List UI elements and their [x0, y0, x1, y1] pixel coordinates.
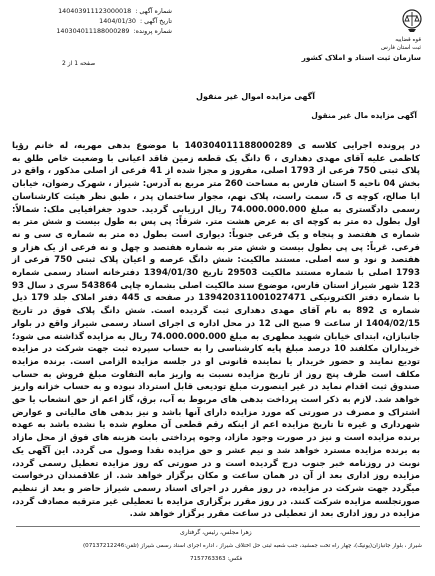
footer-divider [16, 526, 420, 527]
notice-number-row [22, 6, 172, 16]
header [0, 0, 435, 88]
organization-sub-line: ثبت استان فارس [381, 45, 421, 51]
organization-top-line: قوه قضاییه [395, 37, 421, 43]
organization-name: سازمان ثبت اسناد و املاک کشور [301, 53, 421, 62]
notice-date-label: تاریخ آگهی : [139, 17, 172, 25]
case-number-label: شماره پرونده: [133, 27, 172, 35]
notice-date-row [22, 16, 172, 26]
notice-subtitle: آگهی مزایده مال غیر منقول [311, 111, 417, 120]
notice-title: آگهی مزایده اموال غیر منقول [196, 92, 315, 101]
case-number: 140304011188000289 [56, 27, 130, 35]
organization-logo-block [255, 8, 425, 68]
case-number-row [22, 26, 172, 36]
notice-meta [22, 6, 172, 36]
signature: زهرا مجلس، رئیس، گرفتاری [180, 529, 252, 536]
footer [0, 526, 435, 576]
organization-text [251, 36, 421, 63]
judiciary-emblem-icon [401, 8, 423, 34]
office-address: شیراز ، بلوار جانبازان(یونیک)، چهار راه تخت جمشید، جنب شعبه ثبتی حل اختلاف شیراز ، اداره اجرای اسناد رسمی شیراز (تلفن:07137212246) [82, 543, 422, 549]
notice-number-label: شماره آگهی : [135, 7, 172, 15]
page-number: صفحه 1 از 2 [62, 60, 96, 67]
fax-number: فکس: 7157763363 [190, 556, 243, 562]
notice-date: 1404/01/30 [99, 17, 136, 25]
notice-number: 140403911123000018 [58, 7, 132, 15]
notice-body: در پرونده اجرایی کلاسه ی 140304011188000289 با موضوع بدهی مهریه، له خانم رؤیا کاظمی علیه آقای مهدی دهداری ، 6 دانگ یک قطعه زمین فاقد اعیانی با وضعیت خاص طلق به پلاک ثبتی 750 فرعی از 1793 اصلی، مفروز و مجزا شده از 41 فرعی از اصلی مذکور ، واقع در بخش 04 ناحیه 5 استان فارس به مساحت 260 متر مربع به آدرس: شیراز ، شهرک رضوان، خیابان ابا صالح، کوچه ی 5، سمت راست، پلاک نهم، مجوار ساختمان پدر ، طبق نظر هیئت کارشناسان رسمی دادگستری به مبلغ 74.000.000.000 ریال ارزیابی گردید. حدود جغرافیایی ملک: شمالاً: اول بطول ده متر به کوچه ای به عرض هشت متر. شرقاً: پی پس به طول بیست و شش متر به شماره ی هفتصد و پنجاه و یک فرعی جنوباً: دیواری است بطول ده متر به شماره ی سی و نه فرعی. غرباً: پی پی بطول بیست و شش متر به شماره هفتصد و چهل و نه فرعی از یک هزار و هفتصد و نود و سه اصلی. مستند مالکیت: شش دانگ عرصه و اعیان پلاک ثبتی 750 فرعی از 1793 اصلی با شماره مستند مالکیت 29503 تاریخ 1394/01/30 دفترخانه اسناد رسمی شماره 123 شهر شیراز استان فارس، موضوع سند مالکیت اصلی بشماره چاپی 543864 سری د سال 93 با شماره دفتر الکترونیکی 139420311001027471 در صفحه ی 445 دفتر املاک جلد 179 ذیل شماره ی 892 به نام آقای مهدی دهداری ثبت گردیده است. شش دانگ پلاک فوق در تاریخ 1404/02/15 از ساعت 9 صبح الی 12 در محل اداره ی اجرای اسناد رسمی شیراز واقع در بلوار جانبازان، ابتدای خیابان شهید مطهری به مبلغ 74.000.000.000 ریال به مزایده گذاشته می شود؛ خریداران مکلفند 10 درصد مبلغ پایه کارشناسی را به حساب سپرده ثبت جهت شرکت در مزایده تودیع نمایند و حضور خریدار یا نماینده قانونی او در جلسه مزایده الزامی است. برنده مزایده مکلف است ظرف پنج روز از تاریخ مزایده نسبت به واریز مابه التفاوت مبلغ فروش به حساب صندوق ثبت اقدام نماید در غیر اینصورت مبلغ تودیعی قابل استرداد نبوده و به حساب خزانه واریز خواهد شد. لازم به ذکر است پرداخت بدهی های مربوط به آب، برق، گاز اعم از حق انشعاب یا حق اشتراک و مصرف در صورتی که مورد مزایده دارای آنها باشد و نیز بدهی های مالیاتی و عوارض شهرداری و غیره تا تاریخ مزایده اعم از اینکه رقم قطعی آن معلوم شده یا نشده باشد به عهده برنده مزایده است و نیز در صورت وجود مازاد، وجوه پرداختی بابت هزینه های فوق از محل مازاد به برنده مزایده مسترد خواهد شد و نیم عشر و حق مزایده نقدا وصول می گردد. این آگهی یک نوبت در روزنامه خبر جنوب درج گردیده است و در صورتی که روز مزایده تعطیل رسمی گردد، مزایده روز اداری بعد از آن در همان ساعت و مکان برگزار خواهد شد. از علاقمندان درخواست میگردد جهت شرکت در مزایده، در روز مقرر در اجرای اسناد رسمی شیراز حاضر و بعد از تنظیم صورتجلسه مزایده شرکت کنند. در روز مقرر برگزاری مزایده با تعطیلی غیر مترقبه مصادف گردد، مزایده در روز اداری بعد از تعطیلی در ساعت مقرر برگزار خواهد شد. [12, 141, 421, 520]
title-block [0, 92, 435, 120]
